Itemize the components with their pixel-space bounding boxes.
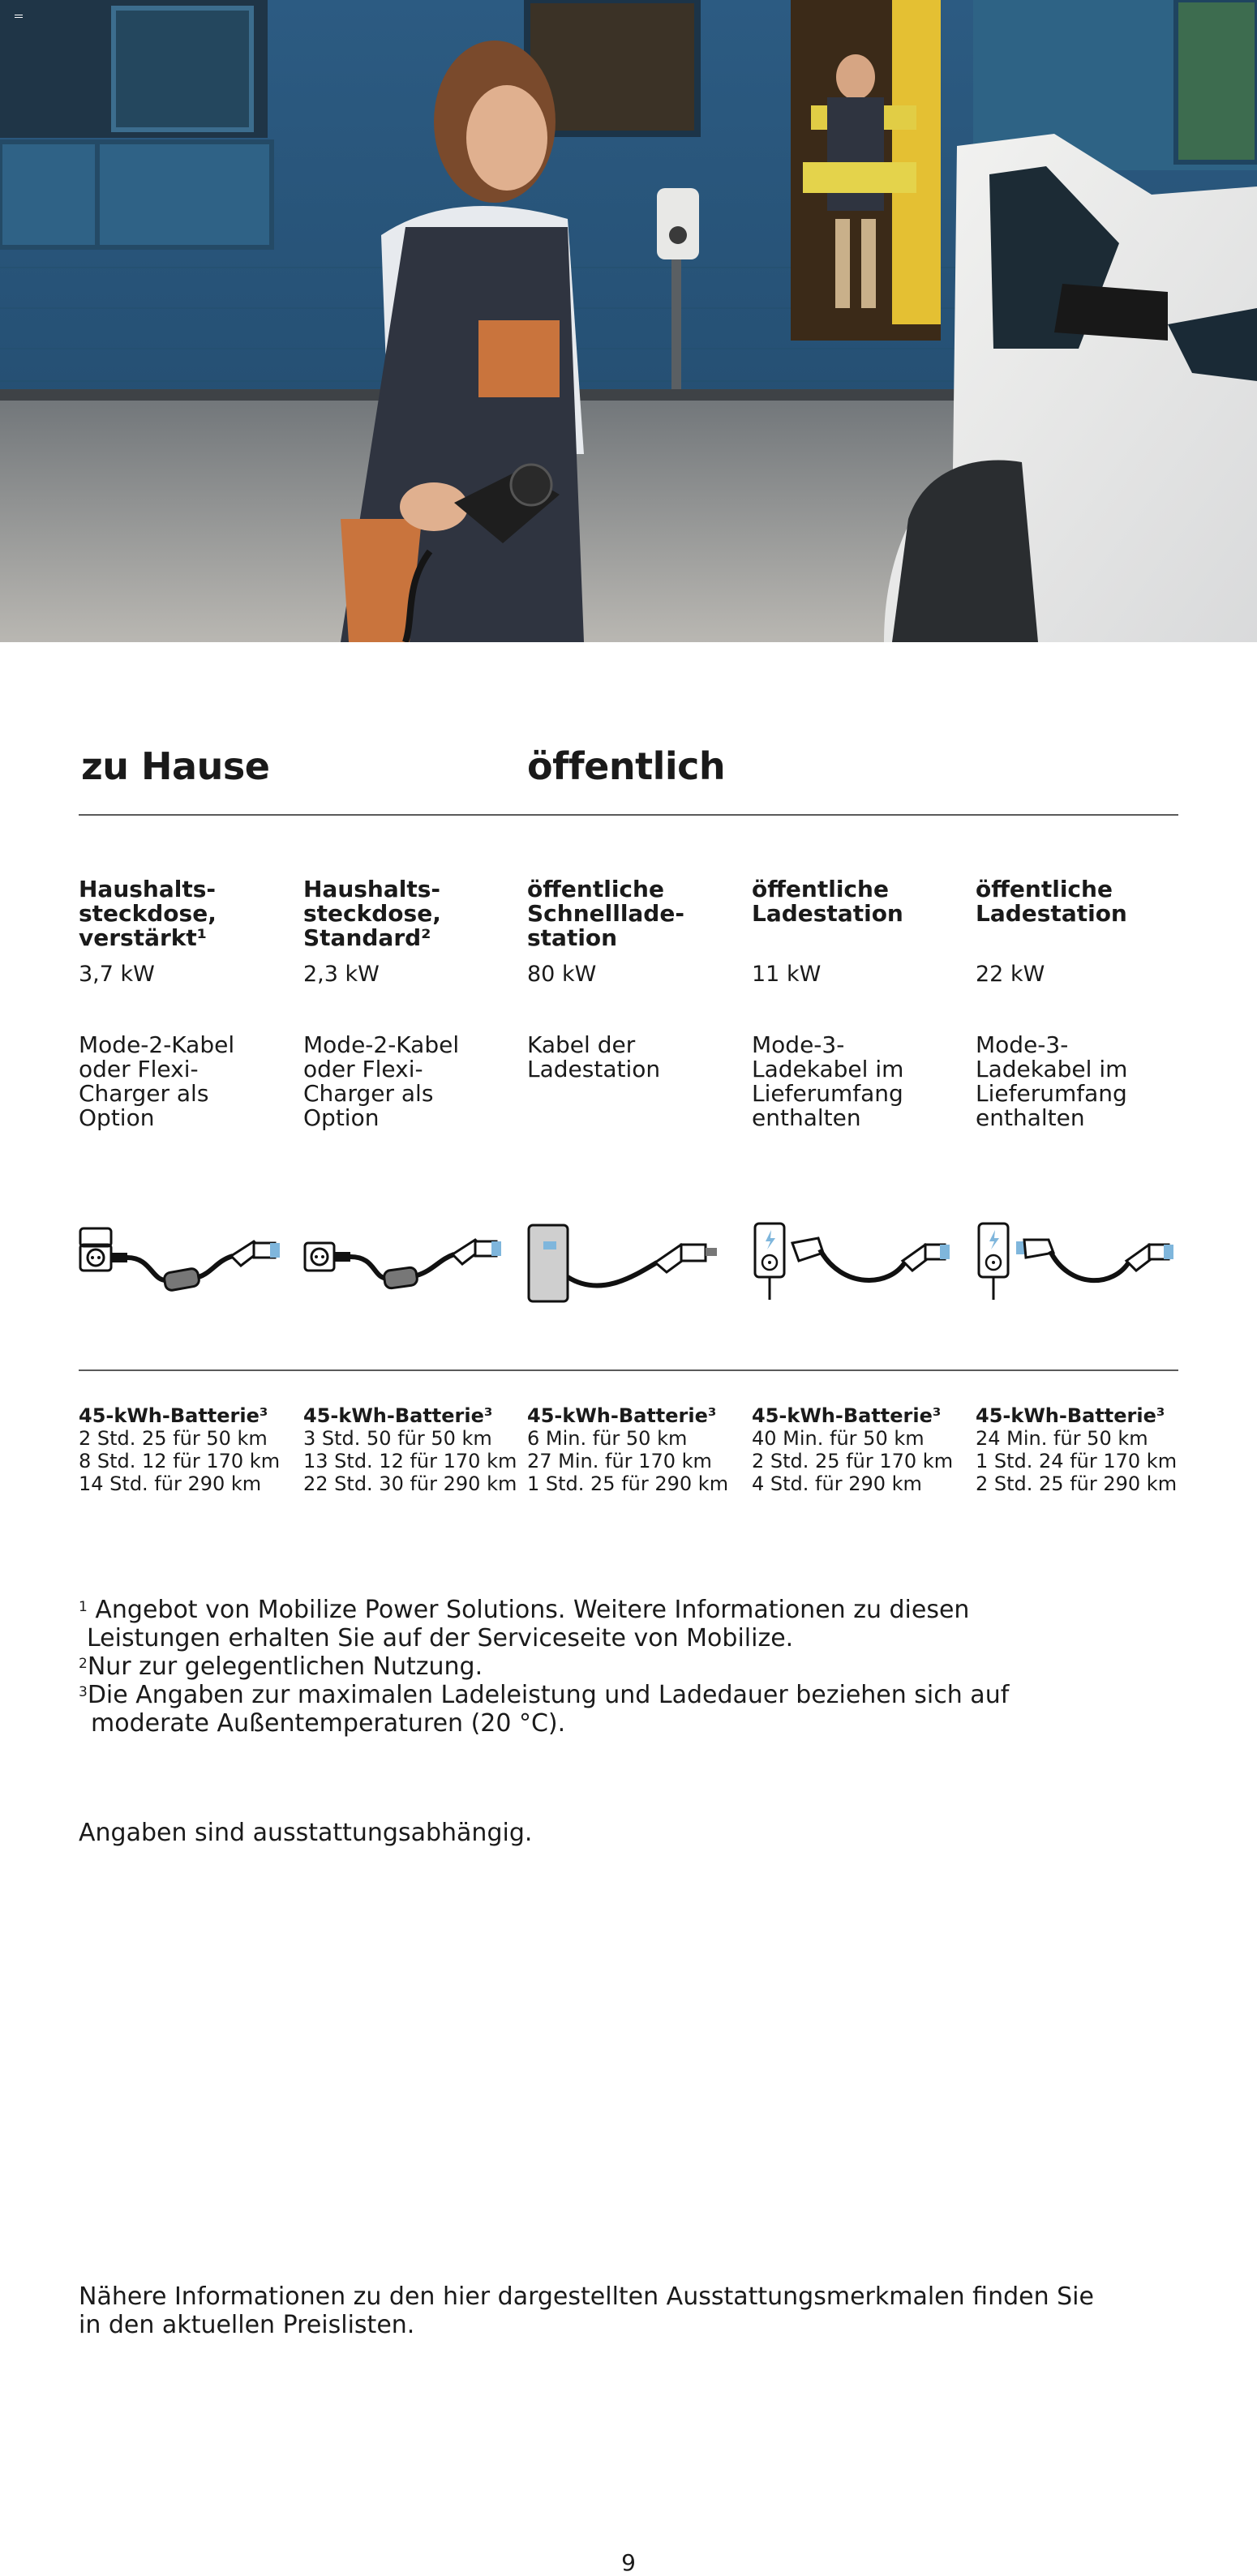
battery-line: 1 Std. 25 für 290 km	[527, 1472, 729, 1495]
battery-line: 8 Std. 12 für 170 km	[79, 1450, 281, 1472]
column-cable-line: Ladekabel im	[976, 1056, 1128, 1082]
footnote-text: Angebot von Mobilize Power Solutions. Weitere Informationen zu diesen	[95, 1596, 970, 1624]
footnote-marker: 3	[79, 1684, 88, 1700]
column-title-line: öffentliche	[752, 876, 889, 902]
menu-icon[interactable]	[15, 15, 23, 20]
fast-charging-station-icon	[527, 1220, 731, 1313]
battery-line: 22 Std. 30 für 290 km	[303, 1472, 517, 1495]
battery-line: 13 Std. 12 für 170 km	[303, 1450, 517, 1472]
column-title-line: steckdose,	[303, 900, 441, 927]
column-title-line: öffentliche	[976, 876, 1113, 902]
footnote-3	[79, 1681, 1009, 1709]
column-power: 80 kW	[527, 962, 597, 987]
divider-top	[79, 814, 1178, 816]
battery-line: 2 Std. 25 für 50 km	[79, 1427, 268, 1450]
column-title-line: Schnelllade-	[527, 900, 684, 927]
column-cable-line: enthalten	[752, 1104, 861, 1131]
column-title-line: station	[527, 924, 618, 951]
footnote-text: Nur zur gelegentlichen Nutzung.	[87, 1652, 483, 1681]
column-cable-line: Charger als	[303, 1080, 434, 1107]
footnote-marker: 1	[79, 1599, 88, 1615]
equipment-note: Angaben sind ausstattungsabhängig.	[79, 1819, 533, 1847]
column-power: 3,7 kW	[79, 962, 155, 987]
more-info-note-line: in den aktuellen Preislisten.	[79, 2311, 415, 2339]
more-info-note-line: Nähere Informationen zu den hier dargestellten Ausstattungsmerkmalen finden Sie	[79, 2282, 1094, 2311]
battery-line: 24 Min. für 50 km	[976, 1427, 1148, 1450]
column-cable	[79, 1033, 291, 1130]
column-cable-line: Charger als	[79, 1080, 209, 1107]
column-title	[527, 877, 740, 950]
hero-photo	[0, 0, 1257, 642]
charging-station-mode3-icon	[976, 1220, 1180, 1313]
column-title-line: verstärkt¹	[79, 924, 208, 951]
battery-line: 40 Min. für 50 km	[752, 1427, 925, 1450]
column-power: 11 kW	[752, 962, 822, 987]
column-cable-line: Option	[79, 1104, 155, 1131]
column-cable-line: oder Flexi-	[79, 1056, 199, 1082]
battery-line: 27 Min. für 170 km	[527, 1450, 712, 1472]
column-power: 22 kW	[976, 962, 1045, 987]
column-cable-line: Option	[303, 1104, 380, 1131]
column-title-line: Haushalts-	[303, 876, 441, 902]
reinforced-socket-cable-icon	[79, 1220, 283, 1313]
column-cable-line: Mode-2-Kabel	[79, 1031, 235, 1058]
battery-heading: 45-kWh-Batterie³	[303, 1404, 493, 1427]
column-title	[79, 877, 291, 950]
heading-public: öffentlich	[527, 744, 726, 788]
column-cable-line: Mode-3-	[976, 1031, 1069, 1058]
battery-heading: 45-kWh-Batterie³	[79, 1404, 268, 1427]
column-cable-line: Kabel der	[527, 1031, 636, 1058]
divider-bottom	[79, 1369, 1178, 1371]
column-title-line: Ladestation	[976, 900, 1127, 927]
column-cable	[303, 1033, 516, 1130]
column-cable-line: Lieferumfang	[976, 1080, 1127, 1107]
footnote-marker: 2	[79, 1656, 88, 1672]
charging-station-mode3-icon	[752, 1220, 956, 1313]
column-cable-line: Lieferumfang	[752, 1080, 903, 1107]
column-title	[752, 877, 964, 926]
battery-line: 2 Std. 25 für 290 km	[976, 1472, 1178, 1495]
column-title-line: steckdose,	[79, 900, 217, 927]
column-title	[303, 877, 516, 950]
battery-line: 14 Std. für 290 km	[79, 1472, 262, 1495]
heading-home: zu Hause	[81, 744, 270, 788]
column-cable	[976, 1033, 1188, 1130]
page-number: 9	[621, 2549, 636, 2576]
column-cable-line: enthalten	[976, 1104, 1085, 1131]
column-title-line: Haushalts-	[79, 876, 217, 902]
column-cable-line: Ladestation	[527, 1056, 661, 1082]
column-cable	[752, 1033, 964, 1130]
column-cable-line: Mode-3-	[752, 1031, 845, 1058]
battery-heading: 45-kWh-Batterie³	[976, 1404, 1165, 1427]
column-power: 2,3 kW	[303, 962, 380, 987]
battery-line: 2 Std. 25 für 170 km	[752, 1450, 954, 1472]
column-cable	[527, 1033, 740, 1082]
footnote-text: Die Angaben zur maximalen Ladeleistung und Ladedauer beziehen sich auf	[87, 1681, 1010, 1709]
column-cable-line: Ladekabel im	[752, 1056, 904, 1082]
battery-heading: 45-kWh-Batterie³	[752, 1404, 942, 1427]
battery-heading: 45-kWh-Batterie³	[527, 1404, 717, 1427]
battery-line: 4 Std. für 290 km	[752, 1472, 922, 1495]
battery-line: 1 Std. 24 für 170 km	[976, 1450, 1178, 1472]
column-title-line: Ladestation	[752, 900, 903, 927]
column-cable-line: Mode-2-Kabel	[303, 1031, 460, 1058]
standard-socket-cable-icon	[303, 1220, 508, 1313]
column-title-line: Standard²	[303, 924, 431, 951]
footnote-2	[79, 1652, 483, 1681]
column-title	[976, 877, 1188, 926]
battery-line: 3 Std. 50 für 50 km	[303, 1427, 492, 1450]
battery-line: 6 Min. für 50 km	[527, 1427, 688, 1450]
footnote-3-cont: moderate Außentemperaturen (20 °C).	[91, 1709, 566, 1738]
column-title-line: öffentliche	[527, 876, 664, 902]
footnote-1	[79, 1596, 969, 1624]
column-cable-line: oder Flexi-	[303, 1056, 423, 1082]
footnote-1-cont: Leistungen erhalten Sie auf der Serviceseite von Mobilize.	[87, 1624, 794, 1652]
